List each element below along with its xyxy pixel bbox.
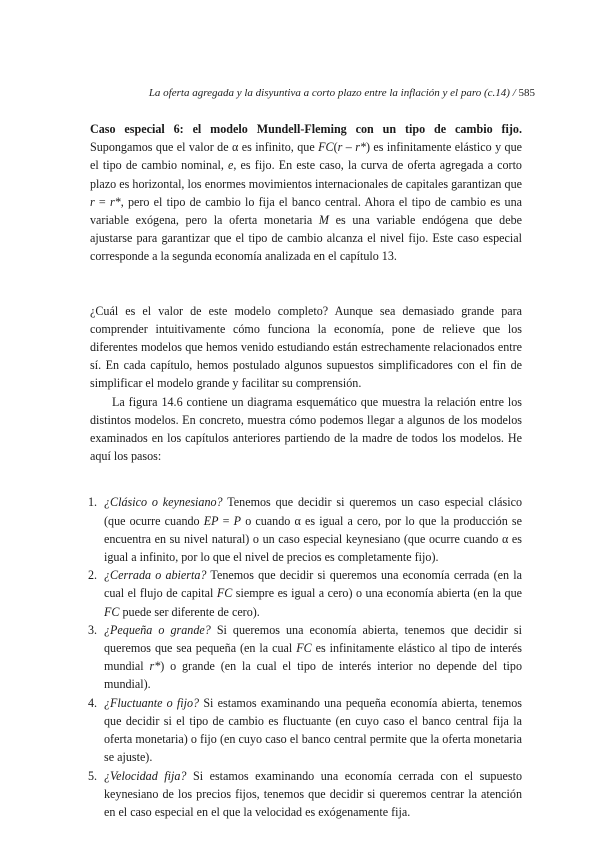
- step-question: ¿Clásico o keynesiano?: [104, 495, 223, 510]
- main-text: [90, 120, 522, 821]
- list-number: 5.: [88, 768, 98, 783]
- r-variable: r: [90, 194, 95, 209]
- alpha-symbol: α: [294, 513, 301, 528]
- list-number: 2.: [88, 568, 98, 583]
- step-question: ¿Fluctuante o fijo?: [104, 695, 200, 710]
- r-variable: r: [337, 140, 343, 155]
- page-number: 585: [518, 87, 535, 99]
- text-run: , es fijo. En este caso, la curva de oferta agregada a corto plazo es horizontal, los enormes movimientos internacionales de capitales garantizan que: [90, 158, 522, 191]
- text-run: es infinitamente elástico al tipo de interés mundial: [104, 641, 522, 674]
- paragraph-model-value: ¿Cuál es el valor de este modelo completo? Aunque sea demasiado grande para comprender intuitivamente cómo funciona la economía, pone de relieve que los diferentes modelos que hemos venido estudiando están estrechamente relacionados entre sí. En cada capítulo, hemos postulado algunos supuestos simplificadores con el fin de simplificar el modelo grande y facilitar su comprensión.: [90, 303, 522, 391]
- text-run: =: [94, 194, 110, 209]
- text-run: Supongamos que el valor de: [90, 140, 232, 155]
- running-title: La oferta agregada y la disyuntiva a corto plazo entre la inflación y el paro (c.14): [148, 87, 510, 99]
- step-question: ¿Velocidad fija?: [104, 768, 187, 783]
- step-question: ¿Cerrada o abierta?: [104, 568, 207, 583]
- text-run: ) es infinitamente elástico y que el tipo de cambio nominal,: [90, 140, 522, 173]
- fc-variable: FC: [318, 140, 334, 155]
- e-variable: e: [228, 158, 234, 173]
- text-run: Si estamos examinando una economía cerrada con el supuesto keynesiano de los precios fijos, tenemos que decidir si queremos centrar la atención en el caso especial en el que la velocidad es exógenamente fija.: [104, 768, 522, 819]
- alpha-symbol: α: [231, 140, 239, 155]
- list-item: [90, 694, 522, 767]
- text-run: ) o grande (en la cual el tipo de interés interior no depende del tipo mundial).: [104, 659, 522, 692]
- paragraph-figure-intro: La figura 14.6 contiene un diagrama esquemático que muestra la relación entre los distintos modelos. En concreto, muestra cómo podemos llegar a algunos de los modelos examinados en los capítulos anteriores partiendo de la madre de todos los modelos. He aquí los pasos:: [90, 394, 522, 464]
- text-run: es una variable endógena que debe ajustarse para garantizar que el tipo de cambio alcanza el nivel fijo. Este caso especial corresponde a la segunda economía analizada en el capítulo 13.: [90, 213, 522, 264]
- fc-variable: FC: [216, 586, 233, 601]
- fc-variable: FC: [104, 604, 120, 619]
- fc-variable: FC: [296, 641, 312, 656]
- list-number: 4.: [88, 695, 98, 710]
- special-case-heading: Caso especial 6: el modelo Mundell-Fleming con un tipo de cambio fijo.: [90, 122, 522, 136]
- header-separator: /: [509, 87, 519, 99]
- text-run: es igual a infinito, por lo que el nivel de precios es completamente fijo).: [104, 531, 522, 565]
- steps-list: [90, 493, 522, 821]
- text-run: es igual a cero, por lo que la producción se encuentra en su nivel natural) o un caso especial keynesiano (que ocurre cuando: [104, 513, 522, 546]
- running-header: [120, 87, 535, 99]
- text-run: puede ser diferente de cero).: [119, 604, 260, 619]
- text-run: Si estamos examinando una pequeña economía abierta, tenemos que decidir si el tipo de cambio es fluctuante (en cuyo caso el banco central fija la oferta monetaria) o fijo (en cuyo caso el banco central permite que la oferta monetaria se ajuste).: [104, 695, 522, 765]
- alpha-symbol: α: [501, 531, 509, 546]
- list-number: 1.: [88, 495, 98, 510]
- text-run: siempre es igual a cero) o una economía abierta (en la que: [232, 586, 522, 601]
- rstar-variable: r*: [355, 140, 366, 155]
- text-run: , pero el tipo de cambio lo fija el banco central. Ahora el tipo de cambio es una variable exógena, pero la oferta monetaria: [90, 194, 522, 228]
- list-item: [90, 566, 522, 621]
- text-run: Tenemos que decidir si queremos un caso especial clásico (que ocurre cuando: [104, 495, 523, 528]
- list-number: 3.: [88, 622, 98, 637]
- text-run: o cuando: [241, 513, 295, 528]
- list-item: [90, 621, 522, 694]
- rstar-variable: r*: [109, 194, 121, 209]
- step-question: ¿Pequeña o grande?: [104, 622, 211, 637]
- m-variable: M: [318, 213, 329, 228]
- list-item: [90, 767, 522, 822]
- text-run: es infinito, que: [238, 140, 319, 155]
- p-variable: P: [233, 513, 242, 528]
- text-run: –: [342, 140, 356, 155]
- rstar-variable: r*: [149, 659, 161, 674]
- ep-variable: EP: [203, 513, 219, 528]
- text-run: Tenemos que decidir si queremos una economía cerrada (en la cual el flujo de capital: [104, 568, 522, 601]
- list-item: [90, 493, 522, 566]
- text-run: (: [333, 140, 338, 155]
- text-run: Si queremos una economía abierta, tenemos que decidir si queremos que sea pequeña (en la cual: [104, 622, 522, 656]
- text-run: =: [218, 513, 234, 528]
- special-case-paragraph: [90, 120, 522, 266]
